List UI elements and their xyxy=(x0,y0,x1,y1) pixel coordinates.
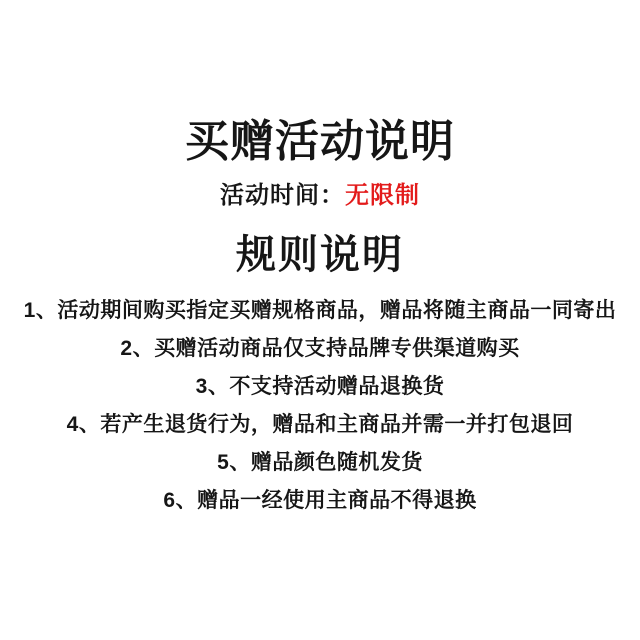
rules-section-title: 规则说明 xyxy=(236,233,404,277)
rules-list xyxy=(0,292,640,520)
rule-item-3: 3、不支持活动赠品退换货 xyxy=(195,375,445,398)
rule-item-2: 2、买赠活动商品仅支持品牌专供渠道购买 xyxy=(120,337,520,360)
rule-item-4: 4、若产生退货行为，赠品和主商品并需一并打包退回 xyxy=(66,413,574,436)
page-title: 买赠活动说明 xyxy=(185,117,455,166)
rule-item-1: 1、活动期间购买指定买赠规格商品，赠品将随主商品一同寄出 xyxy=(23,299,617,322)
rule-item-6: 6、赠品一经使用主商品不得退换 xyxy=(163,489,477,512)
activity-time-value: 无限制 xyxy=(345,182,420,209)
activity-time-line xyxy=(0,184,640,208)
rule-item-5: 5、赠品颜色随机发货 xyxy=(217,451,423,474)
activity-time-label: 活动时间： xyxy=(220,182,345,209)
